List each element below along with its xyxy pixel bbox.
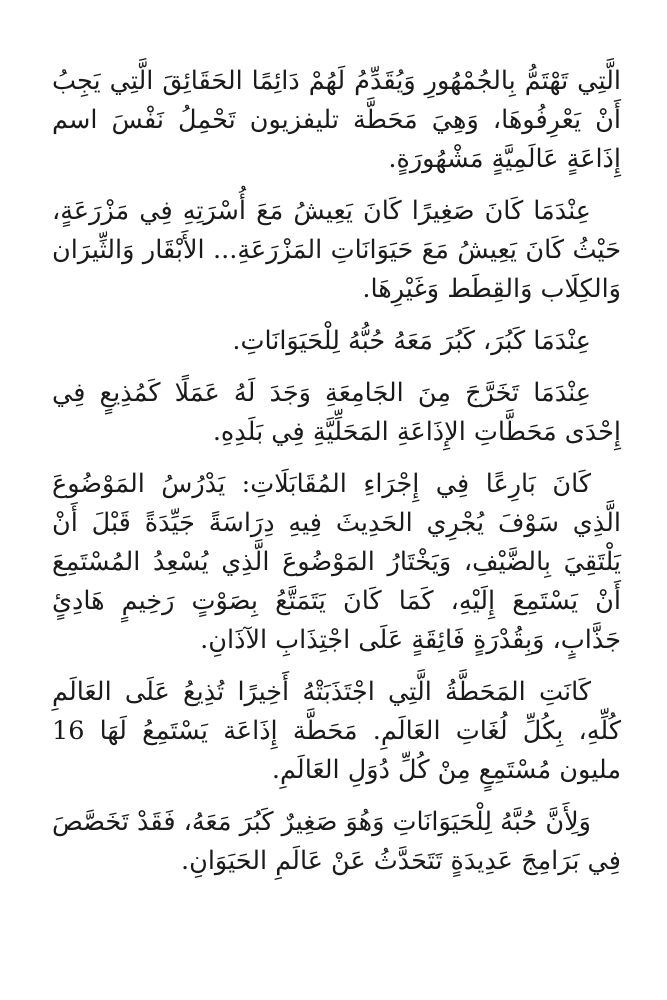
paragraph-1: الَّتِي تَهْتَمُّ بِالجُمْهُورِ وَيُقَدِّمُ لَهُمْ دَائِمًا الحَقَائِقَ الَّتِي يَجِبُ أَنْ يَعْرِفُوهَا، وَهِيَ مَحَطَّة تليفزيون تَحْمِلُ نَفْسَ اسم إِذَاعَةٍ عَالَمِيَّةٍ مَشْهُورَةٍ.	[52, 66, 621, 174]
paragraph-7: وَلِأَنَّ حُبَّهُ لِلْحَيَوَانَاتِ وَهُوَ صَغِيرٌ كَبُرَ مَعَهُ، فَقَدْ تَخَصَّصَ فِي بَرَامِجَ عَدِيدَةٍ تَتَحَدَّثُ عَنْ عَالَمِ الحَيَوَانِ.	[52, 807, 621, 876]
paragraph-2: عِنْدَمَا كَانَ صَغِيرًا كَانَ يَعِيشُ مَعَ أُسْرَتِهِ فِي مَزْرَعَةٍ، حَيْثُ كَانَ يَعِيشُ مَعَ حَيَوَانَاتِ المَزْرَعَةِ... الأَبْقَار وَالثِّيرَان وَالكِلَاب وَالقِطَط وَغَيْرِهَا.	[52, 196, 621, 304]
paragraph-4: عِنْدَمَا تَخَرَّجَ مِنَ الجَامِعَةِ وَجَدَ لَهُ عَمَلًا كَمُذِيعٍ فِي إِحْدَى مَحَطَّاتِ الإِذَاعَةِ المَحَلِّيَّةِ فِي بَلَدِهِ.	[52, 378, 621, 447]
paragraph-5: كَانَ بَارِعًا فِي إِجْرَاءِ المُقَابَلَاتِ: يَدْرُسُ المَوْضُوعَ الَّذِي سَوْفَ يُجْرِي الحَدِيثَ فِيهِ دِرَاسَةً جَيِّدَةً قَبْلَ أَنْ يَلْتَقِيَ بِالضَّيْفِ، وَيَخْتَارُ المَوْضُوعَ الَّذِي يُسْعِدُ المُسْتَمِعَ أَنْ يَسْتَمِعَ إِلَيْهِ، كَمَا كَانَ يَتَمَتَّعُ بِصَوْتٍ رَخِيمٍ هَادِئٍ جَذَّابٍ، وَبِقُدْرَةٍ فَائِقَةٍ عَلَى اجْتِذَابِ الآذَانِ.	[52, 469, 621, 655]
paragraph-3: عِنْدَمَا كَبُرَ، كَبُرَ مَعَهُ حُبُّهُ لِلْحَيَوَانَاتِ.	[232, 326, 591, 356]
paragraph-6: كَانَتِ المَحَطَّةُ الَّتِي اجْتَذَبَتْهُ أَخِيرًا تُذِيعُ عَلَى العَالَمِ كُلِّهِ، بِكُلِّ لُغَاتِ العَالَمِ. مَحَطَّة إِذَاعَة يَسْتَمِعُ لَهَا 16 مليون مُسْتَمِعٍ مِنْ كُلِّ دُوَلِ العَالَمِ.	[52, 677, 621, 785]
